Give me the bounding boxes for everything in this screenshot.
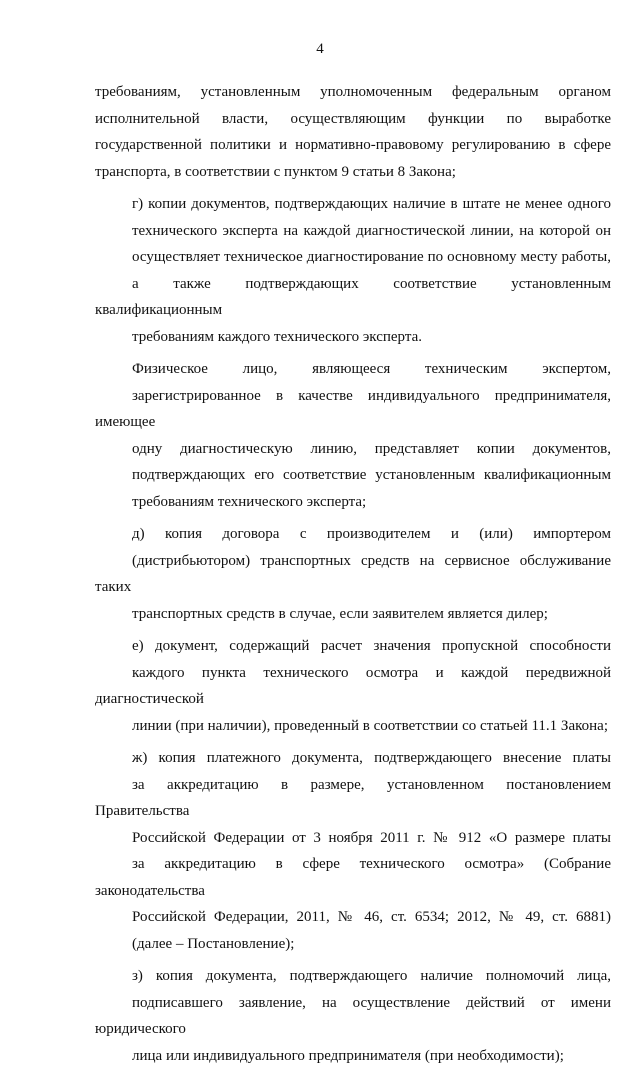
paragraph-individual: [95, 356, 611, 515]
text-line: д) копия договора с производителем и (или) импортером: [132, 526, 611, 542]
text-line: з) копия документа, подтверждающего наличие полномочий лица,: [132, 968, 611, 984]
text-line: транспортных средств в случае, если заявителем является дилер;: [132, 605, 548, 622]
text-line: исполнительной власти, осуществляющим функции по выработке: [95, 110, 611, 127]
text-line: зарегистрированное в качестве индивидуального предпринимателя, имеющее: [95, 387, 611, 430]
text-line: каждого пункта технического осмотра и каждой передвижной диагностической: [95, 664, 611, 707]
text-line: г) копии документов, подтверждающих наличие в штате не менее одного: [132, 196, 611, 212]
text-line: линии (при наличии), проведенный в соответствии со статьей 11.1 Закона;: [132, 717, 608, 734]
text-line: государственной политики и нормативно-правовому регулированию в сфере: [95, 137, 611, 153]
document-body: [95, 79, 611, 1075]
text-line: требованиям каждого технического эксперта.: [132, 328, 423, 345]
text-line: за аккредитацию в размере, установленном постановлением Правительства: [95, 776, 611, 819]
paragraph-continuation: [95, 79, 611, 185]
paragraph-e: [95, 633, 611, 739]
text-line: Российской Федерации, 2011, № 46, ст. 6534; 2012, № 49, ст. 6881): [132, 909, 611, 925]
text-line: одну диагностическую линию, представляет копии документов,: [132, 440, 611, 457]
text-line: осуществляет техническое диагностирование по основному месту работы,: [132, 249, 611, 265]
page-number: 4: [316, 41, 324, 57]
paragraph-z: [95, 963, 611, 1069]
text-line: подписавшего заявление, на осуществление действий от имени юридического: [95, 994, 611, 1037]
text-line: за аккредитацию в сфере технического осмотра» (Собрание законодательства: [95, 856, 611, 899]
text-line: Физическое лицо, являющееся техническим экспертом,: [132, 361, 611, 377]
text-line: (дистрибьютором) транспортных средств на сервисное обслуживание таких: [95, 552, 611, 595]
text-line: лица или индивидуального предпринимателя (при необходимости);: [132, 1047, 564, 1064]
text-line: е) документ, содержащий расчет значения пропускной способности: [132, 638, 611, 654]
paragraph-d: [95, 521, 611, 627]
paragraph-zh: [95, 745, 611, 957]
text-line: технического эксперта на каждой диагностической линии, на которой он: [132, 222, 611, 239]
text-line: а также подтверждающих соответствие установленным квалификационным: [95, 275, 611, 318]
text-line: требованиям технического эксперта;: [132, 493, 367, 510]
text-line: Российской Федерации от 3 ноября 2011 г. № 912 «О размере платы: [132, 829, 611, 846]
text-line: транспорта, в соответствии с пунктом 9 статьи 8 Закона;: [95, 163, 456, 180]
paragraph-g: [95, 191, 611, 350]
text-line: подтверждающих его соответствие установленным квалификационным: [132, 467, 611, 483]
text-line: требованиям, установленным уполномоченным федеральным органом: [95, 84, 611, 100]
text-line: ж) копия платежного документа, подтверждающего внесение платы: [132, 750, 611, 766]
text-line: (далее – Постановление);: [132, 935, 295, 952]
